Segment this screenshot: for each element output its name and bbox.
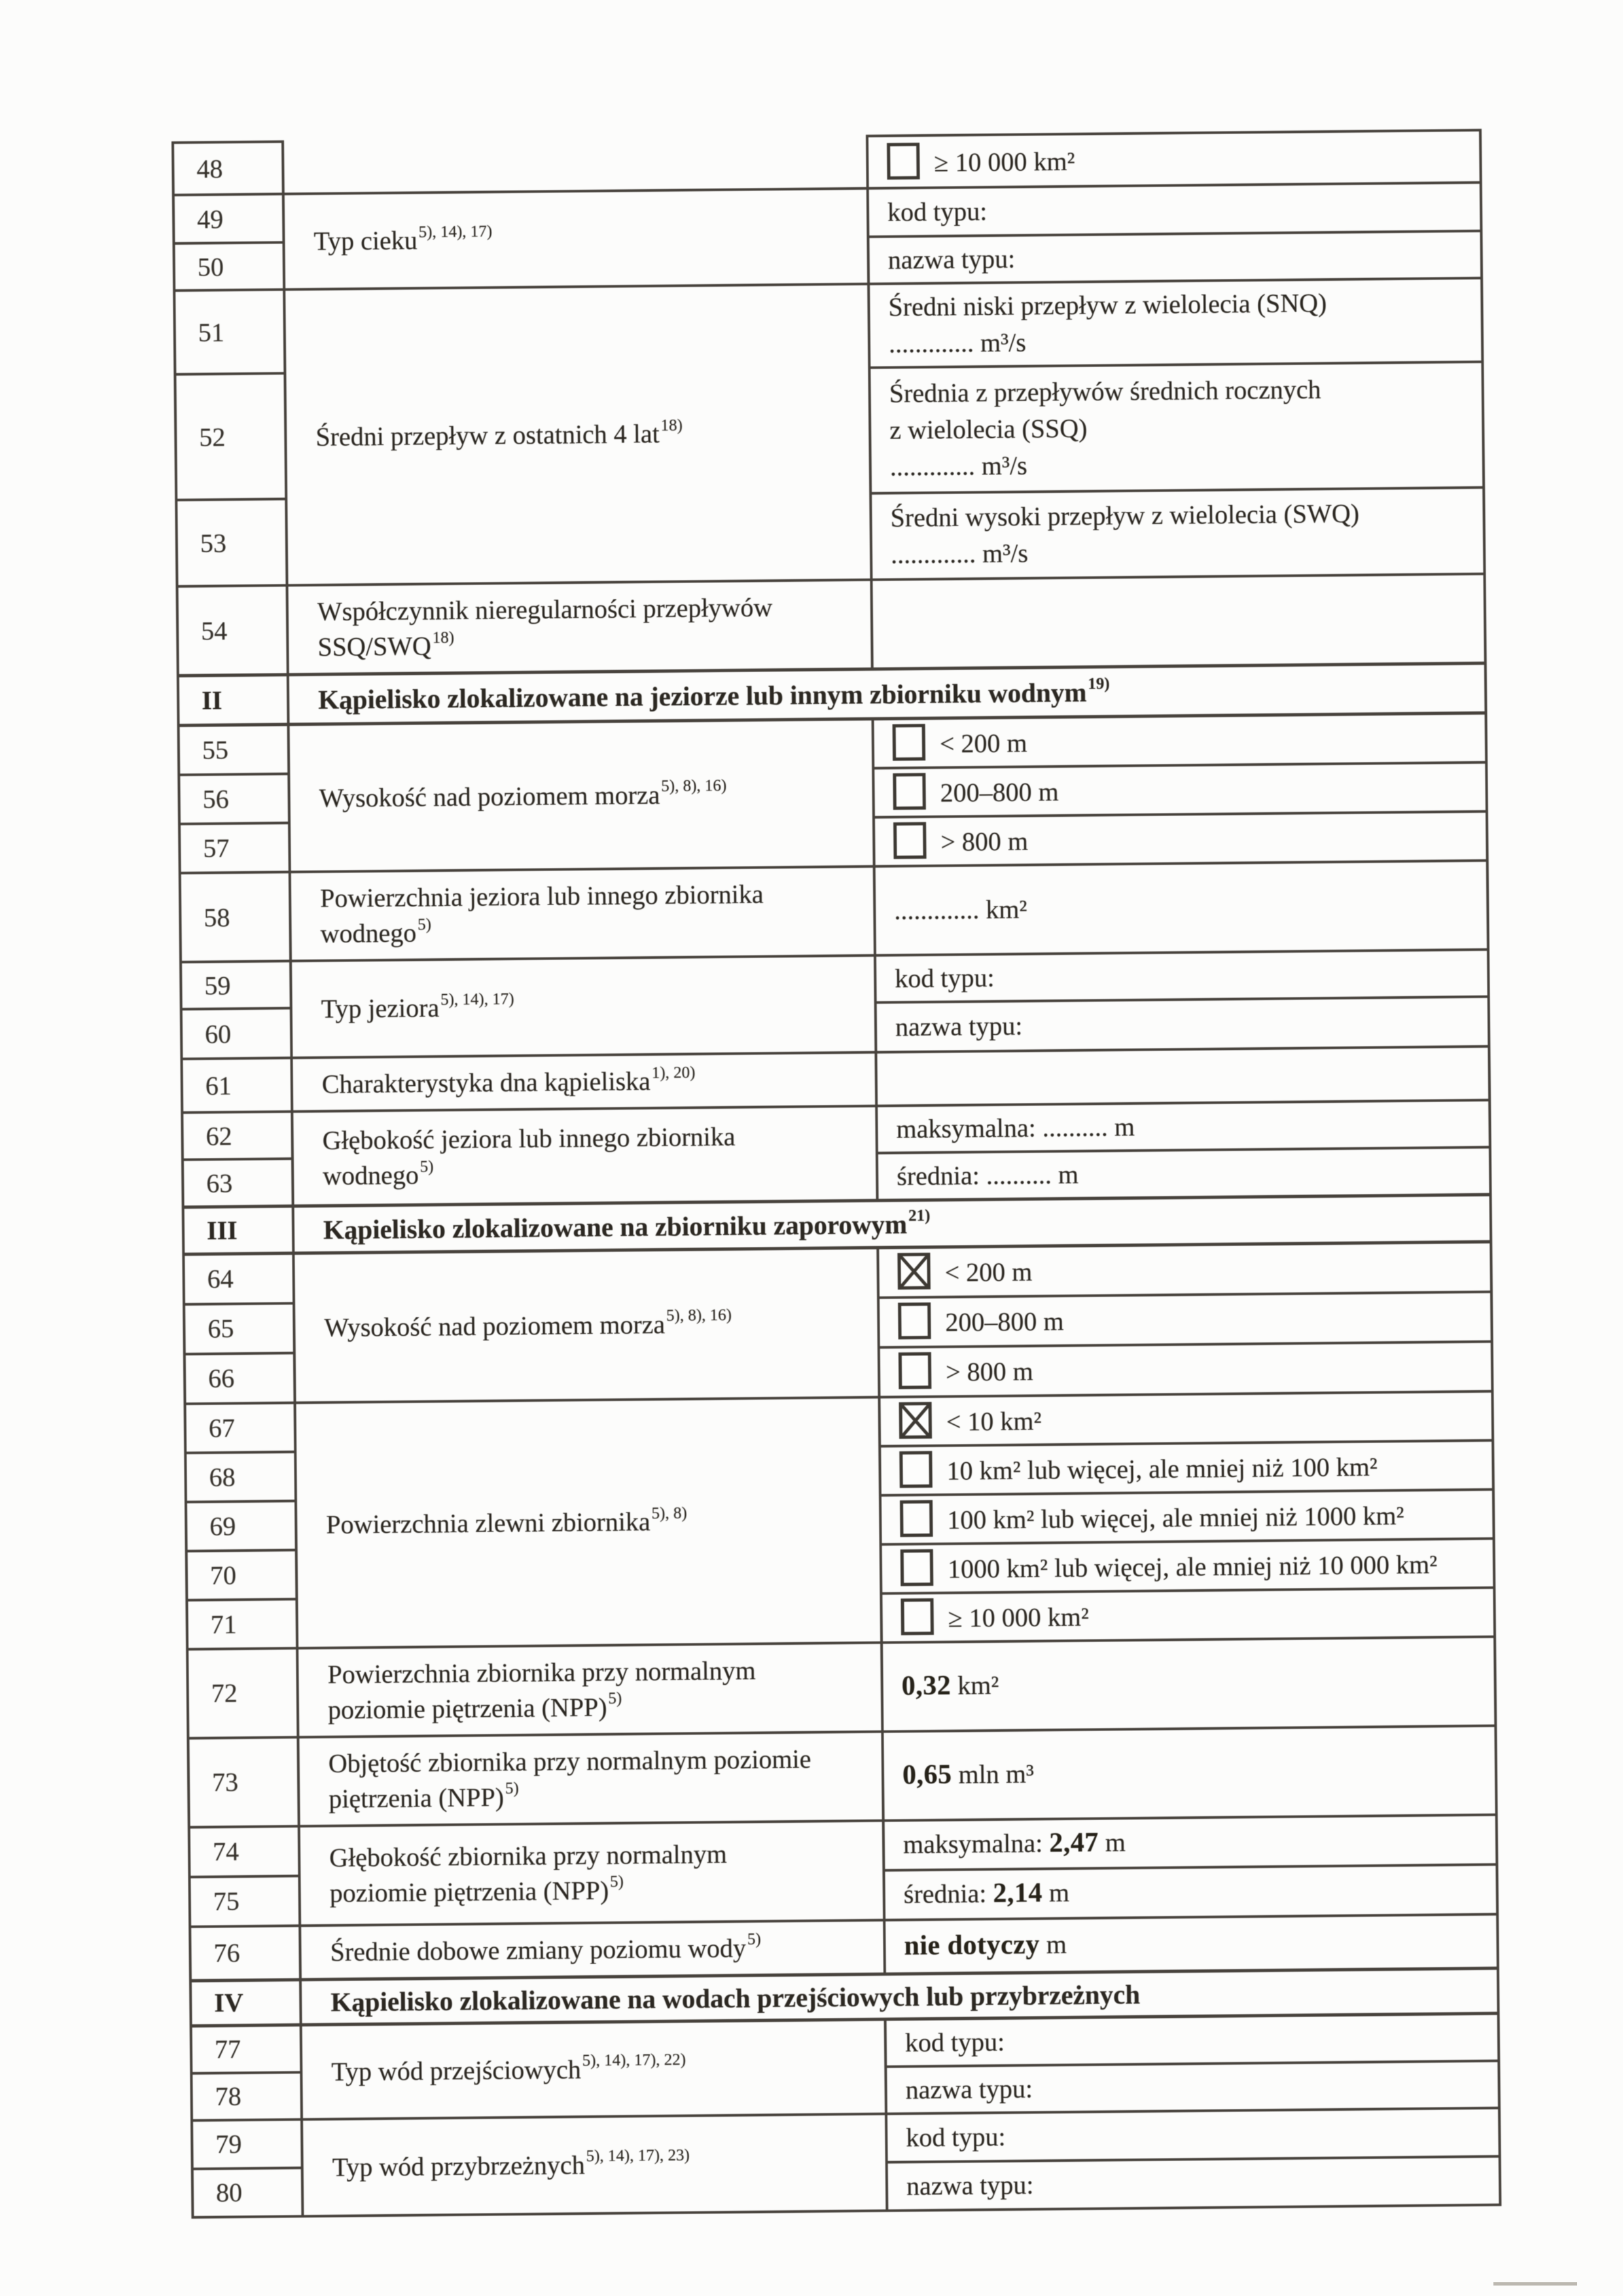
footnote-ref: 5): [608, 1689, 622, 1708]
row-number-cell: 59: [181, 961, 291, 1009]
footnote-ref: 19): [1088, 675, 1110, 693]
row-label-text: Typ wód przejściowych: [331, 2054, 582, 2087]
row-label-cell: [301, 2019, 886, 2119]
row-number-cell: 71: [187, 1599, 297, 1649]
row-number-cell: 55: [179, 725, 289, 775]
checkbox-label: ≥ 10 000 km²: [948, 1602, 1089, 1633]
section-header-text: Kąpielisko zlokalizowane na wodach przejściowych lub przybrzeżnych: [330, 1979, 1141, 2017]
row-value-cell: [882, 1725, 1496, 1820]
checkbox-checked[interactable]: [899, 1401, 933, 1438]
checkbox-unchecked[interactable]: [893, 773, 926, 810]
row-value-cell: [883, 1814, 1497, 1870]
row-value-cell: [887, 2156, 1501, 2210]
row-value-cell: [886, 2108, 1500, 2162]
row-number-cell: 69: [186, 1501, 296, 1551]
row-value-cell: [878, 1291, 1492, 1347]
row-number-cell: 51: [174, 289, 285, 374]
value-suffix: m: [1039, 1929, 1067, 1960]
row-value-cell: [871, 574, 1485, 669]
row-label-text: Średnie dobowe zmiany poziomu wody: [330, 1933, 747, 1967]
row-number-cell: II: [178, 675, 289, 726]
row-value-cell: [873, 713, 1487, 768]
row-label-cell: [283, 188, 868, 290]
row-value-cell: [885, 2060, 1499, 2113]
row-number-cell: 49: [173, 194, 284, 243]
row-value-cell: [881, 1587, 1495, 1642]
checkbox-unchecked[interactable]: [899, 1352, 932, 1389]
scan-artifact-line: [1493, 2282, 1577, 2286]
form-table-body: [173, 130, 1500, 2217]
footnote-ref: 5): [505, 1780, 519, 1798]
form-table-wrap: [171, 129, 1501, 2219]
row-value-cell: [873, 762, 1487, 817]
checkbox-label: > 800 m: [940, 826, 1029, 857]
row-number-cell: 53: [176, 499, 287, 586]
checkbox-label: < 200 m: [939, 728, 1027, 759]
checkbox-unchecked[interactable]: [901, 1549, 934, 1585]
row-label-cell: [289, 719, 874, 872]
value-prefix: maksymalna:: [902, 1828, 1050, 1859]
row-value-cell: [877, 1147, 1491, 1200]
footnote-ref: 5), 8): [651, 1504, 687, 1522]
row-number-cell: 73: [188, 1737, 298, 1827]
row-label-cell: [291, 956, 876, 1058]
checkbox-label: 200–800 m: [945, 1306, 1064, 1337]
checkbox-label: < 10 km²: [946, 1405, 1042, 1437]
row-number-cell: 74: [189, 1826, 300, 1877]
row-number-cell: 60: [181, 1008, 292, 1059]
row-number-cell: 61: [181, 1058, 292, 1113]
row-label-cell: [299, 1820, 884, 1926]
value-bold: 0,65: [902, 1759, 952, 1791]
row-label-text: Wysokość nad poziomem morza: [319, 780, 660, 813]
row-label-cell: [283, 136, 868, 194]
row-number-cell: 57: [179, 823, 290, 873]
row-value-text: Średnia z przepływów średnich rocznych z wielolecia (SSQ) ............. m³/s: [889, 374, 1321, 482]
row-number-cell: 65: [184, 1303, 294, 1354]
row-label-text: Objętość zbiornika przy normalnym poziomie piętrzenia (NPP): [328, 1744, 812, 1814]
footnote-ref: 5), 14), 17), 23): [586, 2146, 690, 2166]
row-value-cell: [868, 231, 1482, 284]
row-number-cell: IV: [190, 1979, 301, 2026]
row-number-cell: 58: [180, 872, 291, 962]
row-label-cell: [290, 867, 875, 961]
row-value-cell: [874, 861, 1488, 956]
row-number-cell: 75: [189, 1876, 300, 1927]
row-value-text: średnia: .......... m: [897, 1159, 1079, 1191]
row-label-cell: [292, 1106, 877, 1206]
row-value-text: kod typu:: [887, 196, 988, 227]
row-value-cell: [878, 1242, 1491, 1297]
row-label-text: Powierzchnia jeziora lub innego zbiornika wodnego: [319, 879, 764, 948]
row-label-text: Współczynnik nieregularności przepływów SSQ/SWQ: [317, 592, 773, 662]
row-number-cell: 78: [191, 2072, 302, 2121]
value-bold: 2,14: [993, 1878, 1043, 1909]
row-label-text: Charakterystyka dna kąpieliska: [321, 1066, 651, 1099]
row-number-cell: 54: [177, 585, 288, 675]
checkbox-label: > 800 m: [945, 1356, 1033, 1387]
row-value-text: kod typu:: [906, 2121, 1006, 2152]
footnote-ref: 18): [660, 416, 683, 435]
table-row-58: [180, 861, 1488, 962]
section-header-text: Kąpielisko zlokalizowane na jeziorze lub innym zbiorniku wodnym: [317, 677, 1087, 715]
footnote-ref: 18): [432, 628, 455, 647]
checkbox-unchecked[interactable]: [901, 1598, 934, 1634]
row-value-cell: [874, 812, 1488, 867]
row-value-cell: [876, 1047, 1489, 1106]
row-label-text: Typ cieku: [313, 225, 418, 256]
row-number-cell: 79: [192, 2119, 302, 2169]
row-number-cell: 72: [187, 1648, 298, 1738]
value-suffix: km²: [950, 1670, 999, 1700]
footnote-ref: 5): [419, 1157, 434, 1176]
row-label-cell: [297, 1642, 882, 1737]
checkbox-unchecked[interactable]: [893, 724, 926, 761]
row-number-cell: 80: [192, 2168, 303, 2217]
footnote-ref: 5), 14), 17), 22): [582, 2051, 687, 2070]
footnote-ref: 21): [908, 1206, 931, 1225]
checkbox-unchecked[interactable]: [887, 143, 920, 179]
row-number-cell: 67: [185, 1403, 296, 1453]
row-number-cell: 62: [182, 1111, 293, 1160]
footnote-ref: 5), 8), 16): [661, 777, 727, 796]
row-value-cell: [883, 1864, 1497, 1920]
row-value-text: kod typu:: [895, 962, 995, 994]
row-number-cell: 68: [185, 1452, 296, 1502]
footnote-ref: 5), 8), 16): [666, 1306, 732, 1325]
row-label-text: Głębokość jeziora lub innego zbiornika wodnego: [322, 1121, 736, 1191]
row-value-text: Średni wysoki przepływ z wielolecia (SWQ) ............. m³/s: [890, 498, 1360, 569]
table-row-51: [174, 278, 1482, 374]
footnote-ref: 5), 14), 17): [440, 990, 514, 1009]
value-prefix: średnia:: [903, 1878, 993, 1909]
checkbox-label: 10 km² lub więcej, ale mniej niż 100 km²: [946, 1451, 1378, 1486]
row-value-cell: [880, 1489, 1494, 1544]
row-label-cell: [291, 1052, 876, 1112]
row-number-cell: 64: [183, 1253, 294, 1304]
row-number-cell: 77: [191, 2024, 302, 2073]
checkbox-unchecked[interactable]: [900, 1499, 933, 1536]
row-value-cell: [869, 362, 1484, 493]
row-number-cell: 63: [183, 1158, 293, 1207]
row-label-text: Średni przepływ z ostatnich 4 lat: [315, 418, 660, 452]
row-value-cell: [884, 1914, 1498, 1973]
row-number-cell: 48: [173, 141, 283, 195]
row-value-cell: [868, 278, 1482, 368]
row-value-cell: [881, 1538, 1495, 1593]
section-header-text: Kąpielisko zlokalizowane na zbiorniku zaporowym: [323, 1208, 908, 1245]
row-label-text: Typ jeziora: [321, 993, 440, 1024]
footnote-ref: 5): [747, 1930, 761, 1948]
row-number-cell: 52: [175, 373, 286, 500]
row-label-cell: [284, 284, 871, 586]
checkbox-label: 200–800 m: [940, 777, 1059, 808]
footnote-ref: 5), 14), 17): [418, 222, 493, 242]
row-value-text: nazwa typu:: [895, 1011, 1023, 1042]
row-value-text: maksymalna: .......... m: [896, 1111, 1135, 1144]
row-value-cell: [879, 1341, 1493, 1397]
value-bold: 0,32: [901, 1670, 952, 1702]
row-value-text: nazwa typu:: [887, 243, 1016, 275]
row-value-cell: [870, 488, 1484, 580]
row-label-text: Głębokość zbiornika przy normalnym poziomie piętrzenia (NPP): [329, 1839, 727, 1908]
row-value-text: kod typu:: [904, 2026, 1005, 2057]
row-label-text: Powierzchnia zbiornika przy normalnym poziomie piętrzenia (NPP): [327, 1655, 756, 1725]
value-suffix: m: [1042, 1878, 1070, 1908]
row-label-cell: [302, 2113, 887, 2216]
row-label-cell: [300, 1920, 885, 1979]
row-number-cell: 50: [173, 242, 284, 291]
form-table: [171, 129, 1501, 2219]
row-label-text: Typ wód przybrzeżnych: [332, 2149, 585, 2182]
row-number-cell: 56: [179, 774, 289, 824]
footnote-ref: 5): [609, 1873, 624, 1891]
row-label-cell: [295, 1397, 882, 1648]
checkbox-unchecked[interactable]: [898, 1302, 931, 1339]
row-label-cell: [287, 580, 872, 675]
row-value-text: nazwa typu:: [905, 2073, 1033, 2104]
checkbox-label: < 200 m: [944, 1257, 1033, 1287]
row-value-cell: [876, 997, 1489, 1052]
footnote-ref: 5): [418, 915, 432, 934]
row-label-text: Wysokość nad poziomem morza: [324, 1309, 666, 1342]
row-value-cell: [880, 1440, 1493, 1495]
row-value-cell: [875, 950, 1489, 1003]
row-value-text: ............. km²: [894, 894, 1027, 925]
value-bold: 2,47: [1049, 1827, 1099, 1859]
table-row-73: [188, 1725, 1496, 1827]
value-suffix: m: [1098, 1827, 1126, 1857]
value-suffix: mln m³: [952, 1759, 1035, 1789]
row-label-text: Powierzchnia zlewni zbiornika: [326, 1507, 651, 1539]
row-label-cell: [298, 1731, 883, 1826]
checkbox-unchecked[interactable]: [893, 822, 927, 859]
row-value-cell: [882, 1636, 1495, 1731]
checkbox-label: ≥ 10 000 km²: [934, 146, 1075, 177]
row-value-text: nazwa typu:: [906, 2169, 1034, 2200]
row-value-cell: [879, 1391, 1493, 1446]
row-number-cell: III: [183, 1206, 294, 1255]
checkbox-label: 100 km² lub więcej, ale mniej niż 1000 km²: [947, 1500, 1404, 1535]
footnote-ref: 1), 20): [651, 1064, 696, 1082]
row-number-cell: 70: [187, 1550, 297, 1600]
checkbox-checked[interactable]: [897, 1253, 931, 1289]
row-value-cell: [876, 1100, 1490, 1153]
value-bold: nie dotyczy: [904, 1929, 1041, 1962]
checkbox-label: 1000 km² lub więcej, ale mniej niż 10 000 km²: [947, 1549, 1438, 1584]
table-row-54: [177, 574, 1486, 676]
row-number-cell: 66: [185, 1353, 295, 1404]
row-label-cell: [293, 1247, 879, 1403]
row-value-cell: [885, 2013, 1499, 2066]
checkbox-unchecked[interactable]: [899, 1450, 933, 1487]
row-value-cell: [868, 183, 1482, 237]
row-number-cell: 76: [190, 1926, 300, 1981]
table-row-72: [187, 1636, 1495, 1738]
row-value-text: Średni niski przepływ z wielolecia (SNQ) ............. m³/s: [888, 288, 1327, 359]
row-value-cell: [867, 130, 1481, 188]
